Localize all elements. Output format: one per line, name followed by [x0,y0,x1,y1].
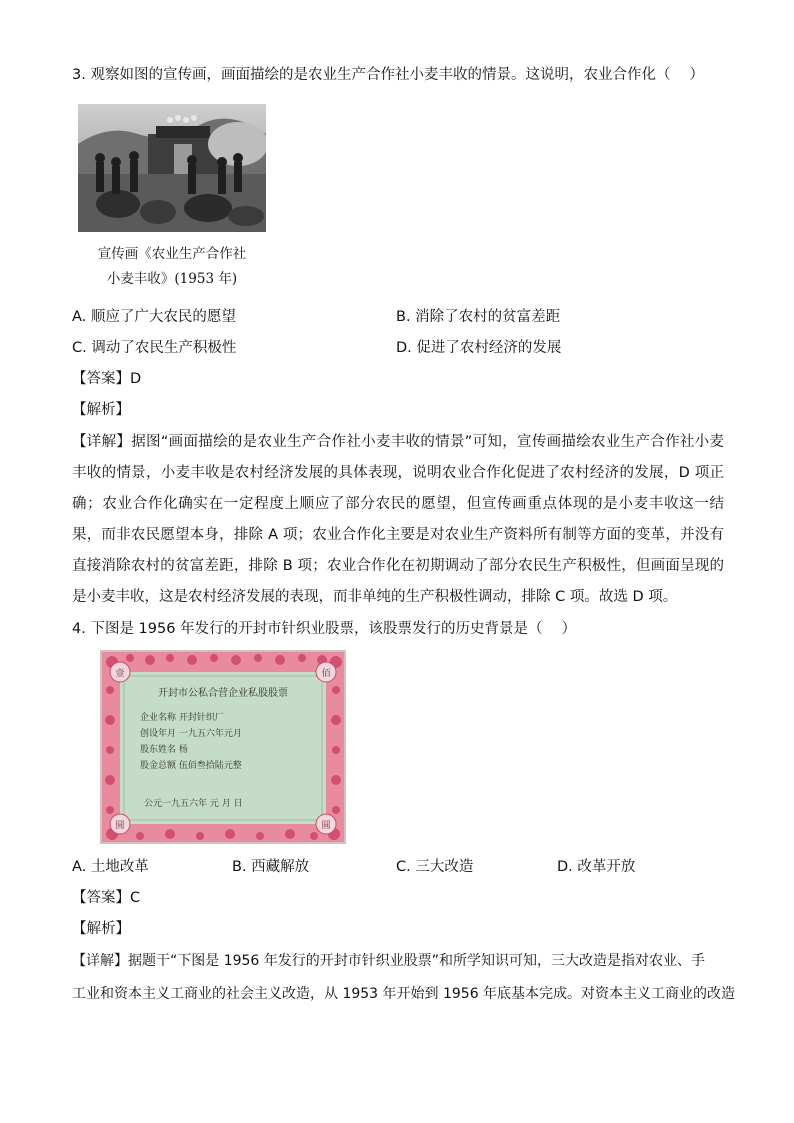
q3-detail: 【详解】据图“画面描绘的是农业生产合作社小麦丰收的情景”可知，宣传画描绘农业生产合作社小麦丰收的情景，小麦丰收是农村经济发展的具体表现，说明农业合作化促进了农村经济的发展，D 项正确；农业合作化确实在一定程度上顺应了部分农民的愿望，但宣传画重点体现的是小麦丰收这一结果，而非农民愿望本身，排除 A 项；农业合作化主要是对农业生产资料所有制等方面的变革，并没有直接消除农村的贫富差距，排除 B 项；农业合作化在初期调动了部分农民生产积极性，但画面呈现的是小麦丰收，这是农村经济发展的表现，而非单纯的生产积极性调动，排除 C 项。故选 D 项。 [72,434,724,605]
q3-option-c[interactable]: C. 调动了农民生产积极性 [72,340,237,356]
q3-option-b[interactable]: B. 消除了农村的贫富差距 [396,309,561,325]
painting-caption-line-1: 宣传画《农业生产合作社 [97,246,247,262]
question-3-stem: 3. 观察如图的宣传画，画面描绘的是农业生产合作社小麦丰收的情景。这说明，农业合作化（ ） [72,67,705,83]
stock-corner-tl: 壹 [115,669,125,679]
q4-option-d[interactable]: D. 改革开放 [557,859,636,875]
stock-corner-tr: 佰 [321,669,331,679]
q3-option-d[interactable]: D. 促进了农村经济的发展 [396,340,562,356]
propaganda-painting-illustration [78,104,266,232]
q3-analysis-label: 【解析】 [72,402,130,418]
q3-answer: 【答案】D [72,371,142,387]
q4-detail-line-2: 工业和资本主义工商业的社会主义改造，从 1953 年开始到 1956 年底基本完成。对资本主义工商业的改造 [72,986,736,1002]
stock-corner-bl: 圆 [115,821,125,831]
stock-row-2: 创设年月 一九五六年元月 [140,729,242,739]
stock-corner-br: 圆 [321,821,331,831]
q4-option-c[interactable]: C. 三大改造 [396,859,474,875]
stock-date: 公元一九五六年 元 月 日 [144,799,243,809]
stock-row-3: 股东姓名 杨 [140,745,188,755]
painting-caption-line-2: 小麦丰收》(1953 年) [106,271,238,287]
propaganda-painting-image [78,104,266,232]
question-4-stem: 4. 下图是 1956 年发行的开封市针织业股票，该股票发行的历史背景是（ ） [72,621,577,637]
q4-answer: 【答案】C [72,890,141,906]
stock-certificate-illustration [100,650,346,844]
stock-row-1: 企业名称 开封针织厂 [140,713,224,723]
stock-title: 开封市公私合营企业私股股票 [158,688,288,699]
q4-analysis-label: 【解析】 [72,921,130,937]
q4-option-a[interactable]: A. 土地改革 [72,859,149,875]
q3-option-a[interactable]: A. 顺应了广大农民的愿望 [72,309,236,325]
stock-row-4: 股金总额 伍佰叁拾陆元整 [140,761,242,771]
stock-certificate-image [100,650,346,844]
q4-option-b[interactable]: B. 西藏解放 [232,859,310,875]
q4-detail-line-1: 【详解】据题干“下图是 1956 年发行的开封市针织业股票”和所学知识可知，三大改造是指对农业、手 [72,953,706,969]
